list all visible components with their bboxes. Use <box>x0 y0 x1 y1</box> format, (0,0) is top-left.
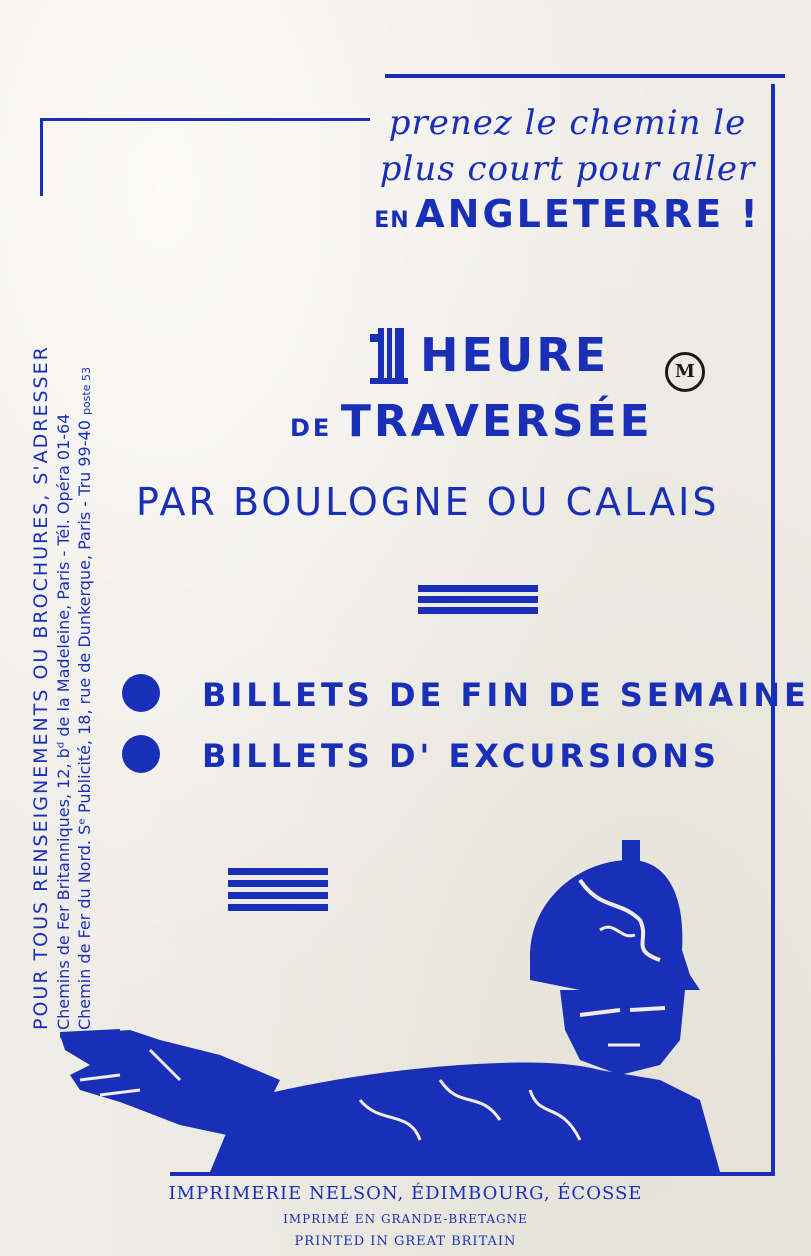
number-one-icon <box>370 328 408 384</box>
publisher-logo: M <box>665 352 705 392</box>
bullet-dot-icon <box>122 735 160 773</box>
frame-top-line <box>385 74 785 78</box>
frame-right-line <box>771 84 775 1176</box>
frame-bottom-line <box>170 1172 775 1176</box>
contact-title: POUR TOUS RENSEIGNEMENTS OU BROCHURES, S'ADRESSER <box>30 345 52 1030</box>
divider-bar <box>418 607 538 614</box>
contact-line-2-extra: poste 53 <box>80 367 93 416</box>
frame-left-line <box>40 118 43 196</box>
printer-credit: IMPRIMERIE NELSON, ÉDIMBOURG, ÉCOSSE <box>168 1183 643 1204</box>
crossing-prefix: DE <box>290 414 333 442</box>
route-line: PAR BOULOGNE OU CALAIS <box>136 480 720 524</box>
divider-bar <box>418 596 538 603</box>
printed-in-en: PRINTED IN GREAT BRITAIN <box>294 1234 517 1249</box>
divider-bar <box>418 585 538 592</box>
destination-prefix: EN <box>374 208 410 233</box>
contact-line-2-main: Chemin de Fer du Nord. Sᵉ Publicité, 18, rue de Dunkerque, Paris - Tru 99-40 <box>75 420 94 1030</box>
destination-name: ANGLETERRE ! <box>415 192 761 236</box>
crossing-heading <box>290 396 653 447</box>
printed-in-fr: IMPRIMÉ EN GRANDE-BRETAGNE <box>283 1212 528 1226</box>
slogan-line-2: plus court pour aller <box>379 149 756 189</box>
ticket-label: BILLETS D' EXCURSIONS <box>202 737 720 775</box>
ticket-label: BILLETS DE FIN DE SEMAINE <box>202 676 810 714</box>
crossing-word: TRAVERSÉE <box>340 396 653 447</box>
destination-heading <box>370 192 765 236</box>
bullet-dot-icon <box>122 674 160 712</box>
slogan <box>370 100 765 192</box>
contact-line-1: Chemins de Fer Britanniques, 12, bᵈ de la Madeleine, Paris - Tél. Opéra 01-64 <box>54 413 73 1030</box>
policeman-illustration <box>60 840 765 1172</box>
hour-word: HEURE <box>420 328 610 382</box>
slogan-line-1: prenez le chemin le <box>388 103 747 143</box>
frame-top-left-line <box>40 118 370 121</box>
